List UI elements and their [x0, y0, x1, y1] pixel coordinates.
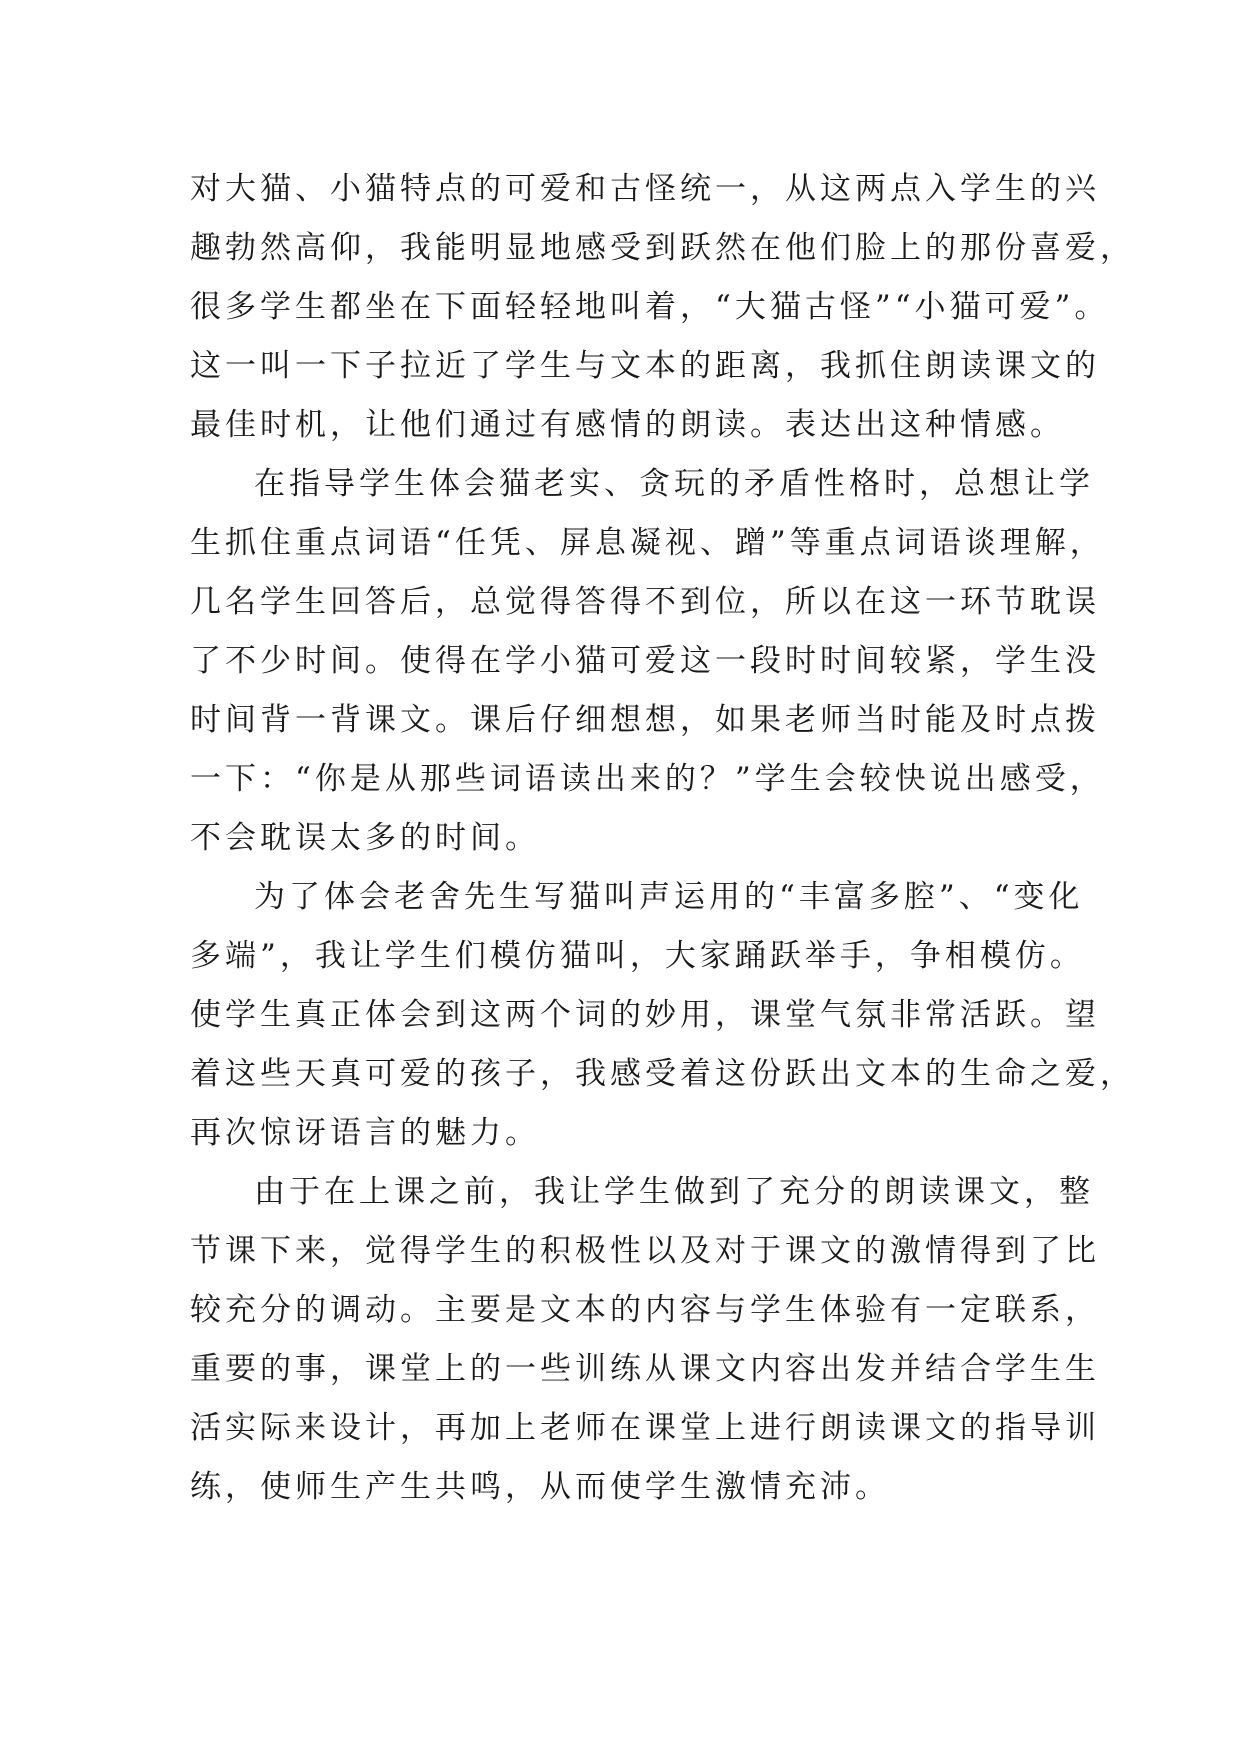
- paragraph-1: [190, 160, 1135, 455]
- document-body: [190, 160, 1135, 1517]
- text-line: 几名学生回答后，总觉得答得不到位，所以在这一环节耽误: [190, 584, 1100, 620]
- text-line-first: 在指导学生体会猫老实、贪玩的矛盾性格时，总想让学: [254, 466, 1094, 502]
- text-line: 重要的事，课堂上的一些训练从课文内容出发并结合学生生: [190, 1351, 1100, 1387]
- paragraph-2: [190, 455, 1105, 868]
- text-line: 活实际来设计，再加上老师在课堂上进行朗读课文的指导训: [190, 1410, 1100, 1446]
- text-line: 多端”，我让学生们模仿猫叫，大家踊跃举手，争相模仿。: [190, 938, 1085, 974]
- text-line: 了不少时间。使得在学小猫可爱这一段时时间较紧，学生没: [190, 643, 1100, 679]
- text-line: 很多学生都坐在下面轻轻地叫着，“大猫古怪”“小猫可爱”。: [190, 289, 1110, 325]
- paragraph-4: [190, 1163, 1100, 1517]
- text-line: 一下：“你是从那些词语读出来的？”学生会较快说出感受，: [190, 761, 1105, 797]
- text-line: 时间背一背课文。课后仔细想想，如果老师当时能及时点拨: [190, 702, 1100, 738]
- text-line: 较充分的调动。主要是文本的内容与学生体验有一定联系，: [190, 1292, 1100, 1328]
- text-line: 使学生真正体会到这两个词的妙用，课堂气氛非常活跃。望: [190, 997, 1100, 1033]
- text-line: 对大猫、小猫特点的可爱和古怪统一，从这两点入学生的兴: [190, 171, 1100, 207]
- text-line: 节课下来，觉得学生的积极性以及对于课文的激情得到了比: [190, 1233, 1100, 1269]
- text-line-first: 为了体会老舍先生写猫叫声运用的“丰富多腔”、“变化: [254, 879, 1084, 915]
- text-line: 生抓住重点词语“任凭、屏息凝视、蹭”等重点词语谈理解，: [190, 525, 1105, 561]
- text-line: 这一叫一下子拉近了学生与文本的距离，我抓住朗读课文的: [190, 348, 1100, 384]
- text-line-first: 由于在上课之前，我让学生做到了充分的朗读课文，整: [254, 1174, 1094, 1210]
- text-line: 着这些天真可爱的孩子，我感受着这份跃出文本的生命之爱，: [190, 1056, 1135, 1092]
- text-line: 最佳时机，让他们通过有感情的朗读。表达出这种情感。: [190, 407, 1065, 443]
- text-line: 趣勃然高仰，我能明显地感受到跃然在他们脸上的那份喜爱，: [190, 230, 1135, 266]
- text-line: 练，使师生产生共鸣，从而使学生激情充沛。: [190, 1469, 890, 1505]
- paragraph-3: [190, 868, 1135, 1163]
- text-line: 再次惊讶语言的魅力。: [190, 1115, 540, 1151]
- text-line: 不会耽误太多的时间。: [190, 820, 540, 856]
